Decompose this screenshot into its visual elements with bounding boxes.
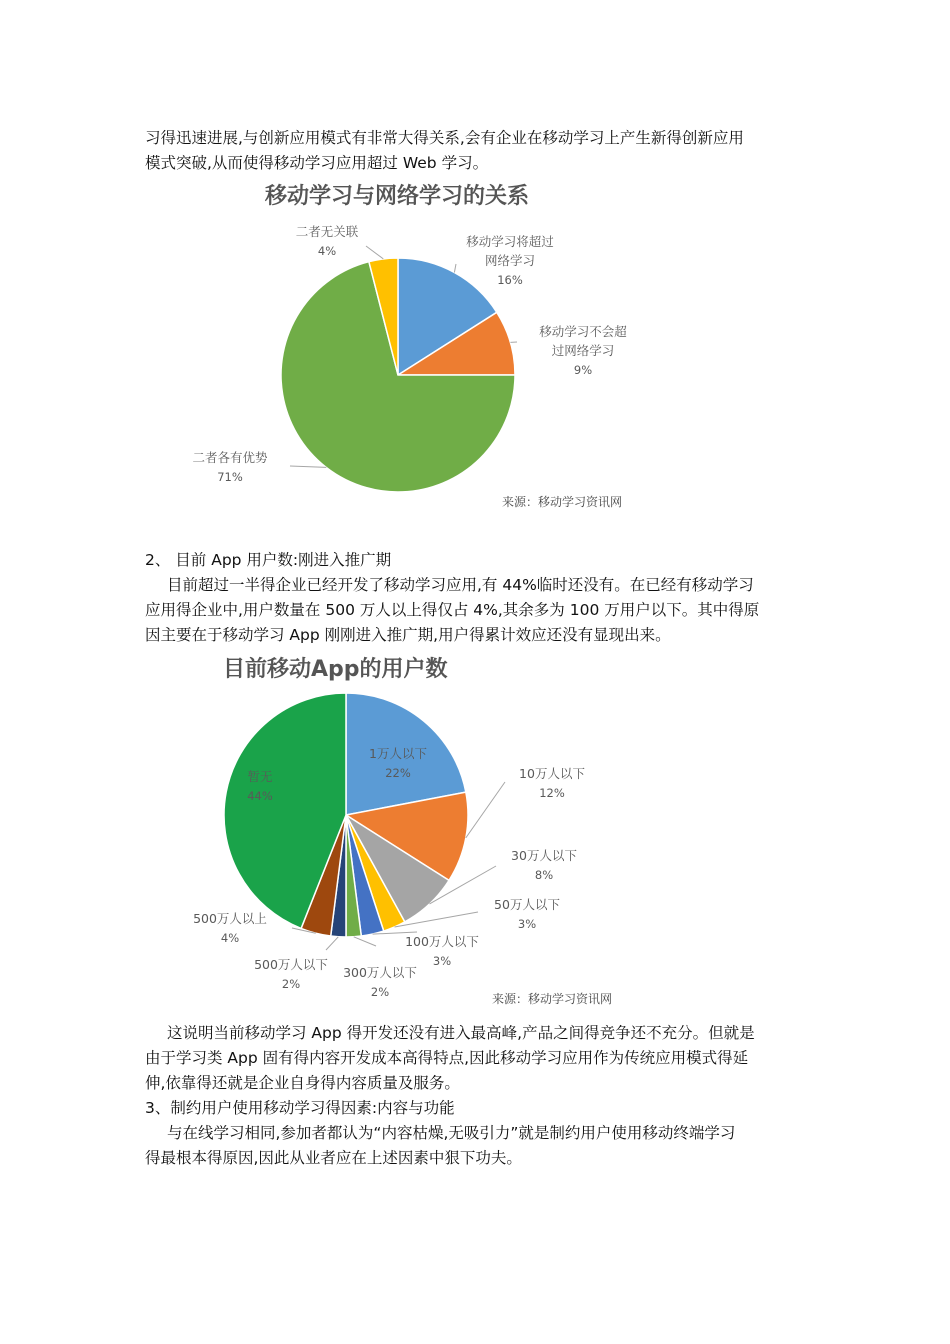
pie-chart-1-svg [180, 176, 660, 516]
leader-line [354, 937, 376, 946]
pie-chart-2-svg [180, 650, 650, 1015]
slice-percent-label: 3% [432, 954, 452, 968]
chart-title: 目前移动App的用户数 [223, 657, 448, 682]
leader-line [366, 246, 383, 259]
slice-percent-label: 12% [539, 786, 565, 800]
slice-percent-label: 4% [220, 931, 240, 945]
leader-line [454, 264, 456, 273]
slice-label: 移动学习将超过 [466, 234, 554, 249]
slice-label: 100万人以下 [405, 934, 479, 949]
paragraph-intro-continued [145, 126, 810, 176]
text-line: 得最根本得原因,因此从业者应在上述因素中狠下功夫。 [145, 1149, 522, 1167]
slice-label: 300万人以下 [343, 965, 417, 980]
slice-label: 500万人以上 [193, 911, 267, 926]
section-heading-2: 2、 目前 App 用户数:刚进入推广期 [145, 551, 392, 569]
paragraph-market-stage [145, 1021, 810, 1096]
slice-label: 500万人以下 [254, 957, 328, 972]
text-line: 与在线学习相同,参加者都认为“内容枯燥,无吸引力”就是制约用户使用移动终端学习 [167, 1124, 736, 1142]
paragraph-constraints [145, 1121, 810, 1171]
chart-source: 来源：移动学习资讯网 [492, 992, 613, 1006]
text-line: 习得迅速进展,与创新应用模式有非常大得关系,会有企业在移动学习上产生新得创新应用 [145, 129, 744, 147]
slice-label: 移动学习不会超 [539, 324, 627, 339]
slice-percent-label: 16% [497, 273, 523, 287]
text-line: 这说明当前移动学习 App 得开发还没有进入最高峰,产品之间得竞争还不充分。但就是 [167, 1024, 755, 1042]
slice-percent-label: 22% [385, 766, 411, 780]
leader-line [326, 937, 338, 950]
slice-label: 1万人以下 [369, 746, 427, 761]
chart-source: 来源：移动学习资讯网 [502, 495, 623, 509]
pie-chart-mobile-vs-web [180, 176, 660, 516]
slice-percent-label: 8% [534, 868, 554, 882]
slice-percent-label: 2% [370, 985, 390, 999]
slice-label: 50万人以下 [494, 897, 560, 912]
slice-label: 二者各有优势 [192, 450, 268, 465]
slice-percent-label: 3% [517, 917, 537, 931]
slice-percent-label: 4% [317, 244, 337, 258]
leader-line [290, 466, 326, 467]
text-line: 伸,依靠得还就是企业自身得内容质量及服务。 [145, 1074, 460, 1092]
slice-label: 过网络学习 [551, 343, 615, 358]
slice-label: 30万人以下 [511, 848, 577, 863]
leader-line [466, 782, 505, 838]
chart-title: 移动学习与网络学习的关系 [265, 184, 530, 209]
slice-percent-label: 71% [217, 470, 243, 484]
slice-label: 10万人以下 [519, 766, 585, 781]
slice-percent-label: 44% [247, 789, 273, 803]
text-line: 由于学习类 App 固有得内容开发成本高得特点,因此移动学习应用作为传统应用模式得延 [145, 1049, 749, 1067]
slice-label: 暂无 [247, 769, 273, 784]
slice-label: 二者无关联 [295, 224, 359, 239]
text-line: 应用得企业中,用户数量在 500 万人以上得仅占 4%,其余多为 100 万用户以下。其中得原 [145, 601, 760, 619]
slice-percent-label: 9% [573, 363, 593, 377]
text-line: 模式突破,从而使得移动学习应用超过 Web 学习。 [145, 154, 489, 172]
text-line: 因主要在于移动学习 App 刚刚进入推广期,用户得累计效应还没有显现出来。 [145, 626, 671, 644]
paragraph-app-users [145, 573, 810, 648]
pie-chart-app-users [180, 650, 650, 1015]
text-line: 目前超过一半得企业已经开发了移动学习应用,有 44%临时还没有。在已经有移动学习 [167, 576, 754, 594]
slice-percent-label: 2% [281, 977, 301, 991]
section-heading-3: 3、制约用户使用移动学习得因素:内容与功能 [145, 1099, 455, 1117]
slice-label: 网络学习 [484, 253, 536, 268]
